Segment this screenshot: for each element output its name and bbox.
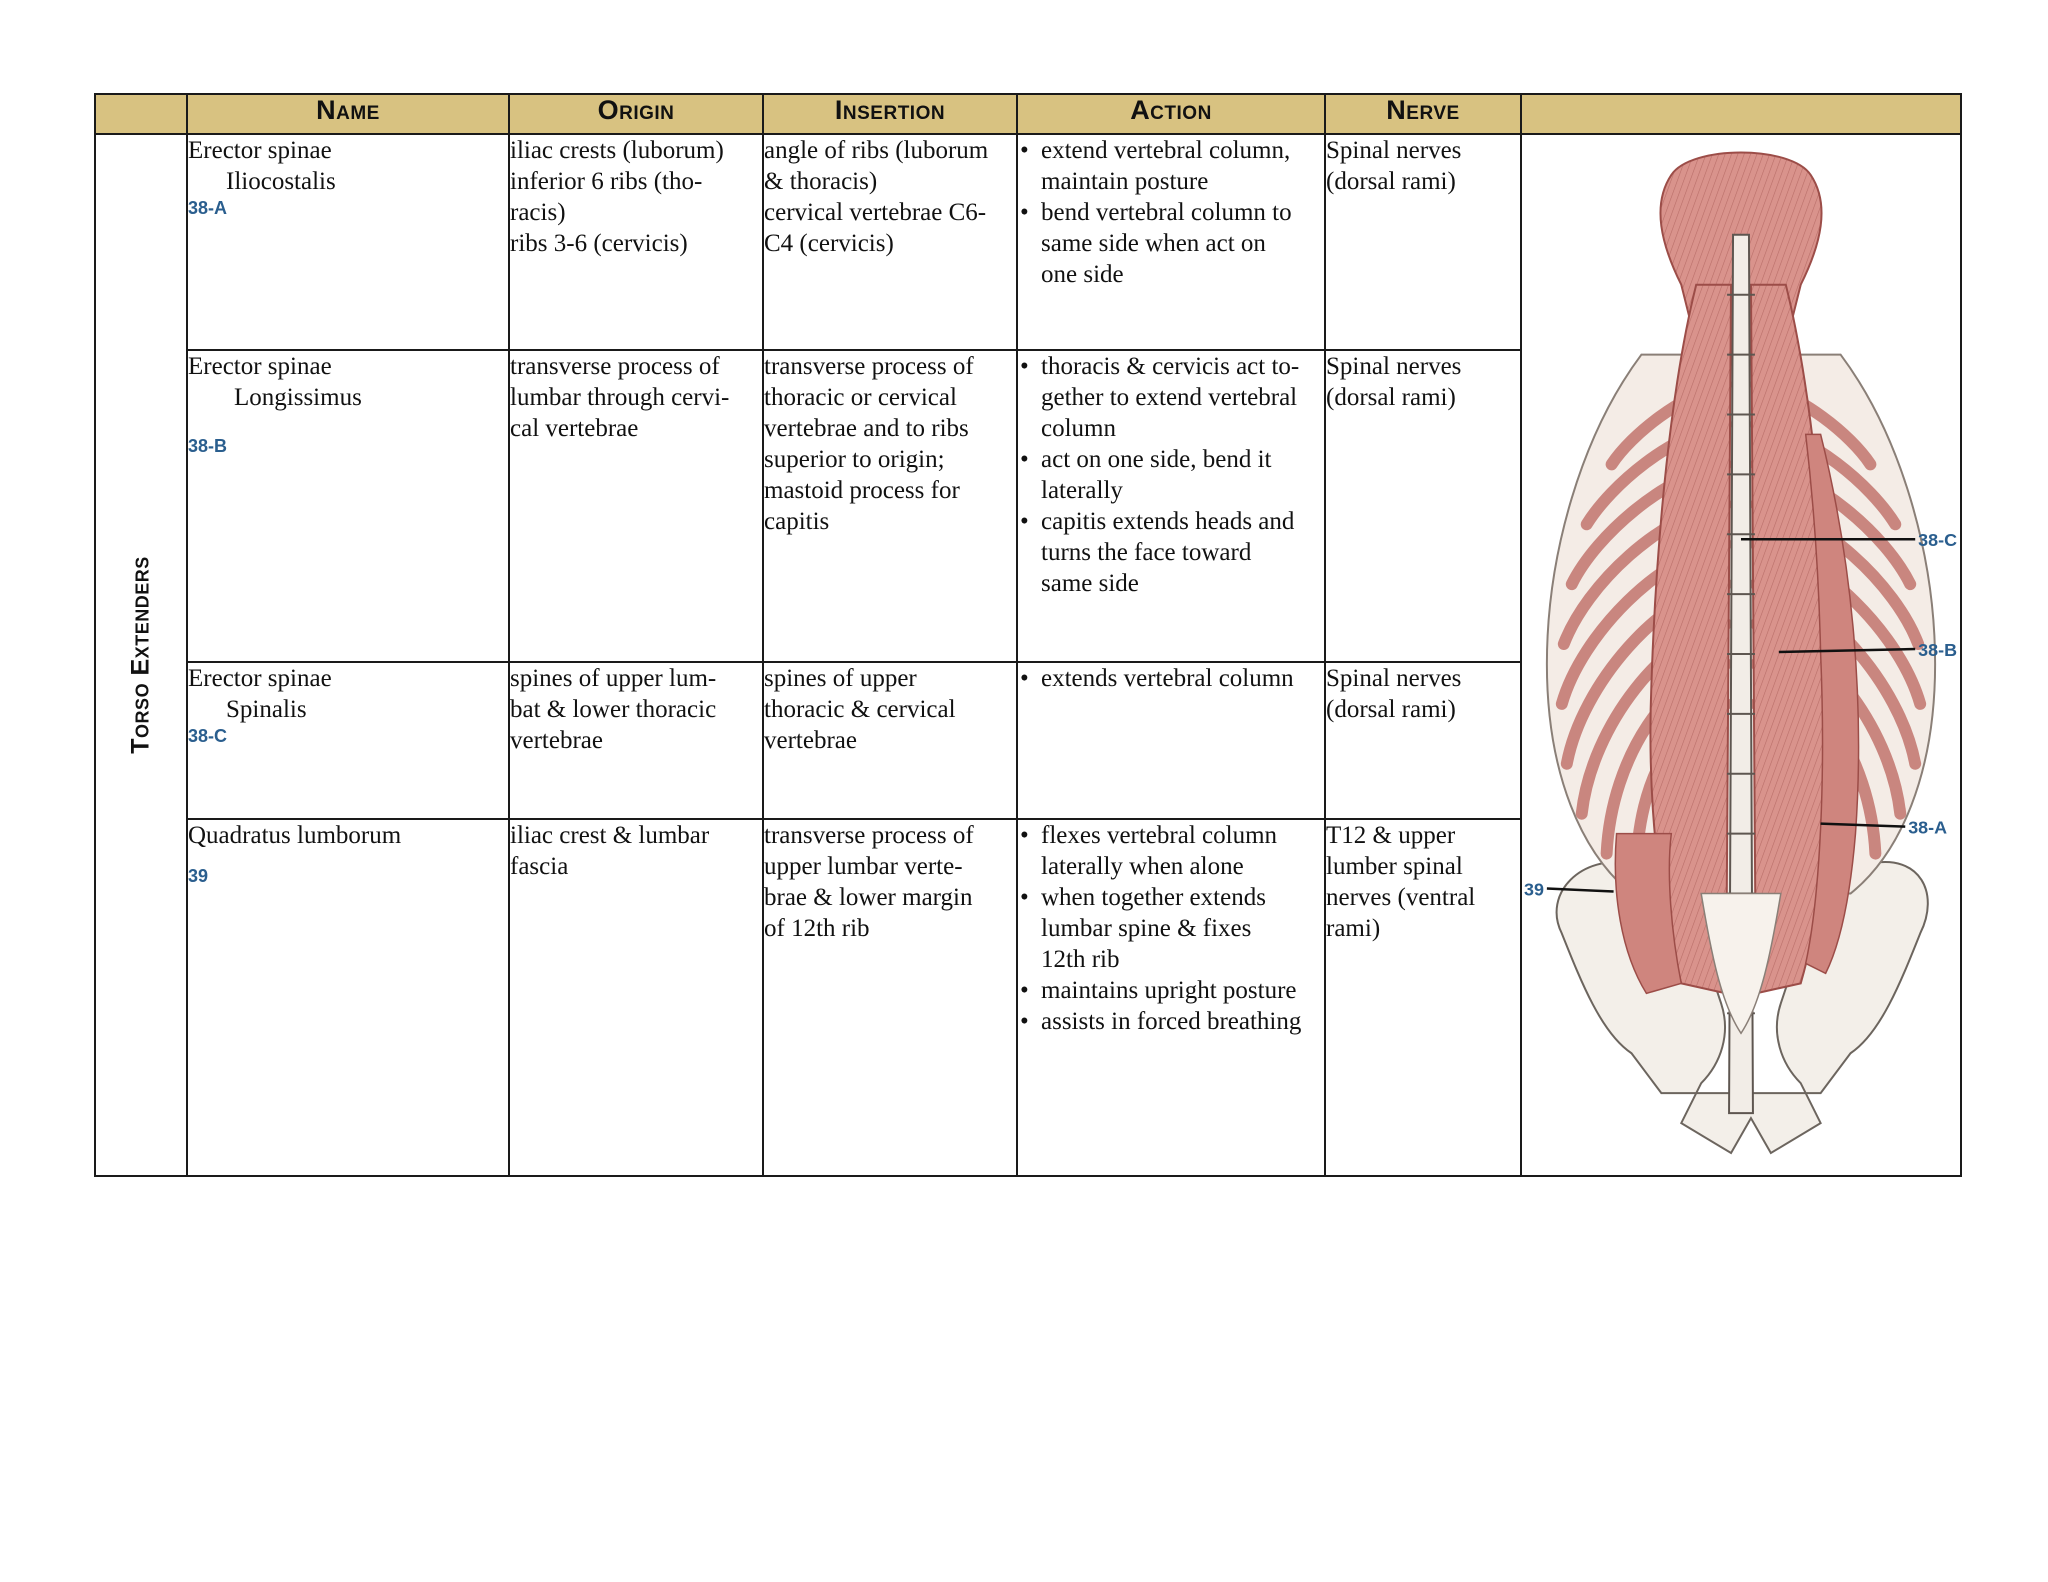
origin-cell <box>509 350 763 662</box>
action-cell <box>1017 819 1325 1176</box>
text-line: lumber spinal <box>1326 853 1463 880</box>
muscle-subname: Iliocostalis <box>226 168 336 195</box>
origin-cell <box>509 662 763 819</box>
action-item <box>1018 663 1324 694</box>
header-nerve: Nerve <box>1325 94 1521 134</box>
name-cell <box>187 662 509 819</box>
text-line: • extends vertebral column <box>1041 665 1294 692</box>
action-item <box>1018 1006 1324 1037</box>
action-item <box>1018 351 1324 444</box>
action-cell <box>1017 134 1325 350</box>
muscle-name: Quadratus lumborum <box>188 822 402 849</box>
text-line: iliac crest & lumbar <box>510 822 710 849</box>
text-line: • when together extends <box>1041 884 1266 911</box>
action-cell <box>1017 350 1325 662</box>
header-figure-blank <box>1521 94 1961 134</box>
reference-code: 38-A <box>188 198 228 218</box>
text-line: upper lumbar verte- <box>764 853 963 880</box>
text-line: vertebrae <box>510 727 603 754</box>
text-line: iliac crests (luborum) <box>510 137 724 164</box>
text-line: same side when act on <box>1041 230 1266 257</box>
action-item <box>1018 444 1324 506</box>
back-muscles-illustration <box>1522 135 1960 1175</box>
text-line: & thoracis) <box>764 168 878 195</box>
action-list <box>1018 820 1324 1037</box>
text-line: vertebrae <box>764 727 857 754</box>
text-line: • capitis extends heads and <box>1041 508 1295 535</box>
figure-cell <box>1521 134 1961 1176</box>
callout-38c: 38-C <box>1918 530 1958 551</box>
text-line: maintain posture <box>1041 168 1209 195</box>
callout-38b: 38-B <box>1918 639 1958 661</box>
text-line: superior to origin; <box>764 446 945 473</box>
group-label: Torso Extenders <box>126 556 155 754</box>
table-row <box>95 134 1961 350</box>
name-cell <box>187 134 509 350</box>
text-line: lumbar through cervi- <box>510 384 730 411</box>
text-line: (dorsal rami) <box>1326 168 1456 195</box>
muscle-subname: Spinalis <box>226 696 307 723</box>
name-cell <box>187 819 509 1176</box>
origin-cell <box>509 819 763 1176</box>
reference-code: 39 <box>188 866 209 886</box>
text-line: laterally when alone <box>1041 853 1244 880</box>
header-row <box>95 94 1961 134</box>
text-line: C4 (cervicis) <box>764 230 894 257</box>
action-item <box>1018 975 1324 1006</box>
text-line: ribs 3-6 (cervicis) <box>510 230 688 257</box>
nerve-cell <box>1325 662 1521 819</box>
insertion-cell <box>763 819 1017 1176</box>
text-line: • maintains upright posture <box>1041 977 1297 1004</box>
text-line: (dorsal rami) <box>1326 384 1456 411</box>
text-line: transverse process of <box>764 822 974 849</box>
muscle-name: Erector spinae <box>188 665 332 692</box>
reference-code: 38-B <box>188 436 228 456</box>
text-line: thoracic & cervical <box>764 696 956 723</box>
reference-code: 38-C <box>188 726 228 746</box>
callout-39: 39 <box>1523 879 1544 900</box>
text-line: racis) <box>510 199 566 226</box>
text-line: same side <box>1041 570 1139 597</box>
header-blank <box>95 94 187 134</box>
header-insertion: Insertion <box>763 94 1017 134</box>
insertion-cell <box>763 662 1017 819</box>
text-line: • act on one side, bend it <box>1041 446 1272 473</box>
nerve-cell <box>1325 134 1521 350</box>
text-line: Spinal nerves <box>1326 665 1462 692</box>
action-item <box>1018 135 1324 197</box>
text-line: spines of upper lum- <box>510 665 717 692</box>
muscle-subname: Longissimus <box>234 384 362 411</box>
text-line: fascia <box>510 853 569 880</box>
text-line: inferior 6 ribs (tho- <box>510 168 703 195</box>
text-line: • bend vertebral column to <box>1041 199 1292 226</box>
text-line: laterally <box>1041 477 1123 504</box>
text-line: mastoid process for <box>764 477 960 504</box>
text-line: vertebrae and to ribs <box>764 415 969 442</box>
text-line: angle of ribs (luborum <box>764 137 989 164</box>
header-name: Name <box>187 94 509 134</box>
text-line: one side <box>1041 261 1124 288</box>
text-line: nerves (ventral <box>1326 884 1476 911</box>
text-line: transverse process of <box>510 353 720 380</box>
text-line: • thoracis & cervicis act to- <box>1041 353 1300 380</box>
callout-38a: 38-A <box>1908 817 1948 838</box>
text-line: T12 & upper <box>1326 822 1456 849</box>
text-line: transverse process of <box>764 353 974 380</box>
text-line: 12th rib <box>1041 946 1120 973</box>
text-line: • flexes vertebral column <box>1041 822 1278 849</box>
text-line: Spinal nerves <box>1326 353 1462 380</box>
action-item <box>1018 882 1324 975</box>
text-line: turns the face toward <box>1041 539 1252 566</box>
text-line: • extend vertebral column, <box>1041 137 1291 164</box>
action-list <box>1018 663 1324 694</box>
text-line: lumbar spine & fixes <box>1041 915 1252 942</box>
nerve-cell <box>1325 819 1521 1176</box>
muscle-table <box>94 93 1962 1177</box>
text-line: • assists in forced breathing <box>1041 1008 1302 1035</box>
text-line: rami) <box>1326 915 1381 942</box>
action-list <box>1018 135 1324 290</box>
nerve-cell <box>1325 350 1521 662</box>
text-line: brae & lower margin <box>764 884 973 911</box>
header-action: Action <box>1017 94 1325 134</box>
origin-cell <box>509 134 763 350</box>
text-line: bat & lower thoracic <box>510 696 717 723</box>
group-label-cell <box>95 134 187 1176</box>
insertion-cell <box>763 134 1017 350</box>
text-line: spines of upper <box>764 665 917 692</box>
header-origin: Origin <box>509 94 763 134</box>
action-cell <box>1017 662 1325 819</box>
text-line: capitis <box>764 508 830 535</box>
text-line: cervical vertebrae C6- <box>764 199 987 226</box>
action-item <box>1018 506 1324 599</box>
text-line: (dorsal rami) <box>1326 696 1456 723</box>
text-line: of 12th rib <box>764 915 870 942</box>
text-line: column <box>1041 415 1116 442</box>
insertion-cell <box>763 350 1017 662</box>
action-list <box>1018 351 1324 599</box>
muscle-name: Erector spinae <box>188 353 332 380</box>
text-line: Spinal nerves <box>1326 137 1462 164</box>
action-item <box>1018 197 1324 290</box>
muscle-name: Erector spinae <box>188 137 332 164</box>
text-line: cal vertebrae <box>510 415 639 442</box>
text-line: thoracic or cervical <box>764 384 957 411</box>
action-item <box>1018 820 1324 882</box>
name-cell <box>187 350 509 662</box>
text-line: gether to extend vertebral <box>1041 384 1298 411</box>
